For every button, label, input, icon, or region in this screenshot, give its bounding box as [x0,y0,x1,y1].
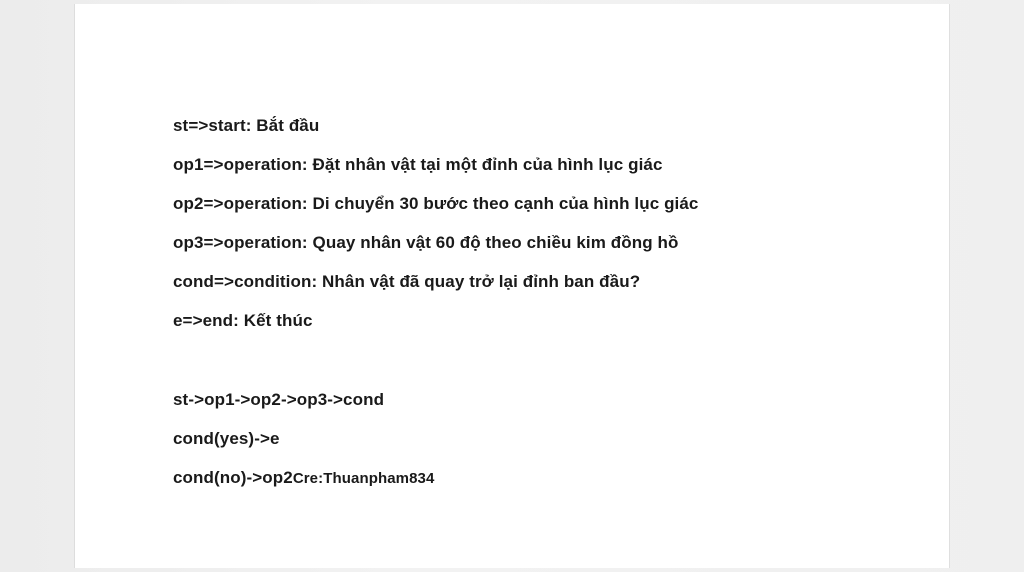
flowchart-connection-line: cond(yes)->e [173,429,280,448]
flowchart-definition-line: op1=>operation: Đặt nhân vật tại một đỉnh của hình lục giác [173,155,663,174]
document-sheet [74,4,950,568]
document-content [173,106,873,498]
credit-text: Cre:Thuanpham834 [292,470,435,487]
flowchart-definition-line: e=>end: Kết thúc [173,311,313,330]
flowchart-definition-line: st=>start: Bắt đầu [173,116,320,135]
flowchart-definition-line: cond=>condition: Nhân vật đã quay trở lại đỉnh ban đầu? [173,272,641,291]
flowchart-definition-line: op2=>operation: Di chuyển 30 bước theo cạnh của hình lục giác [173,194,699,213]
flowchart-connection-text: cond(no)->op2 [173,468,293,487]
flowchart-connection-line: st->op1->op2->op3->cond [173,390,385,409]
flowchart-connection-line-with-credit [173,458,873,498]
paragraph-spacer [173,340,873,380]
flowchart-definition-line: op3=>operation: Quay nhân vật 60 độ theo chiều kim đồng hồ [173,233,679,252]
